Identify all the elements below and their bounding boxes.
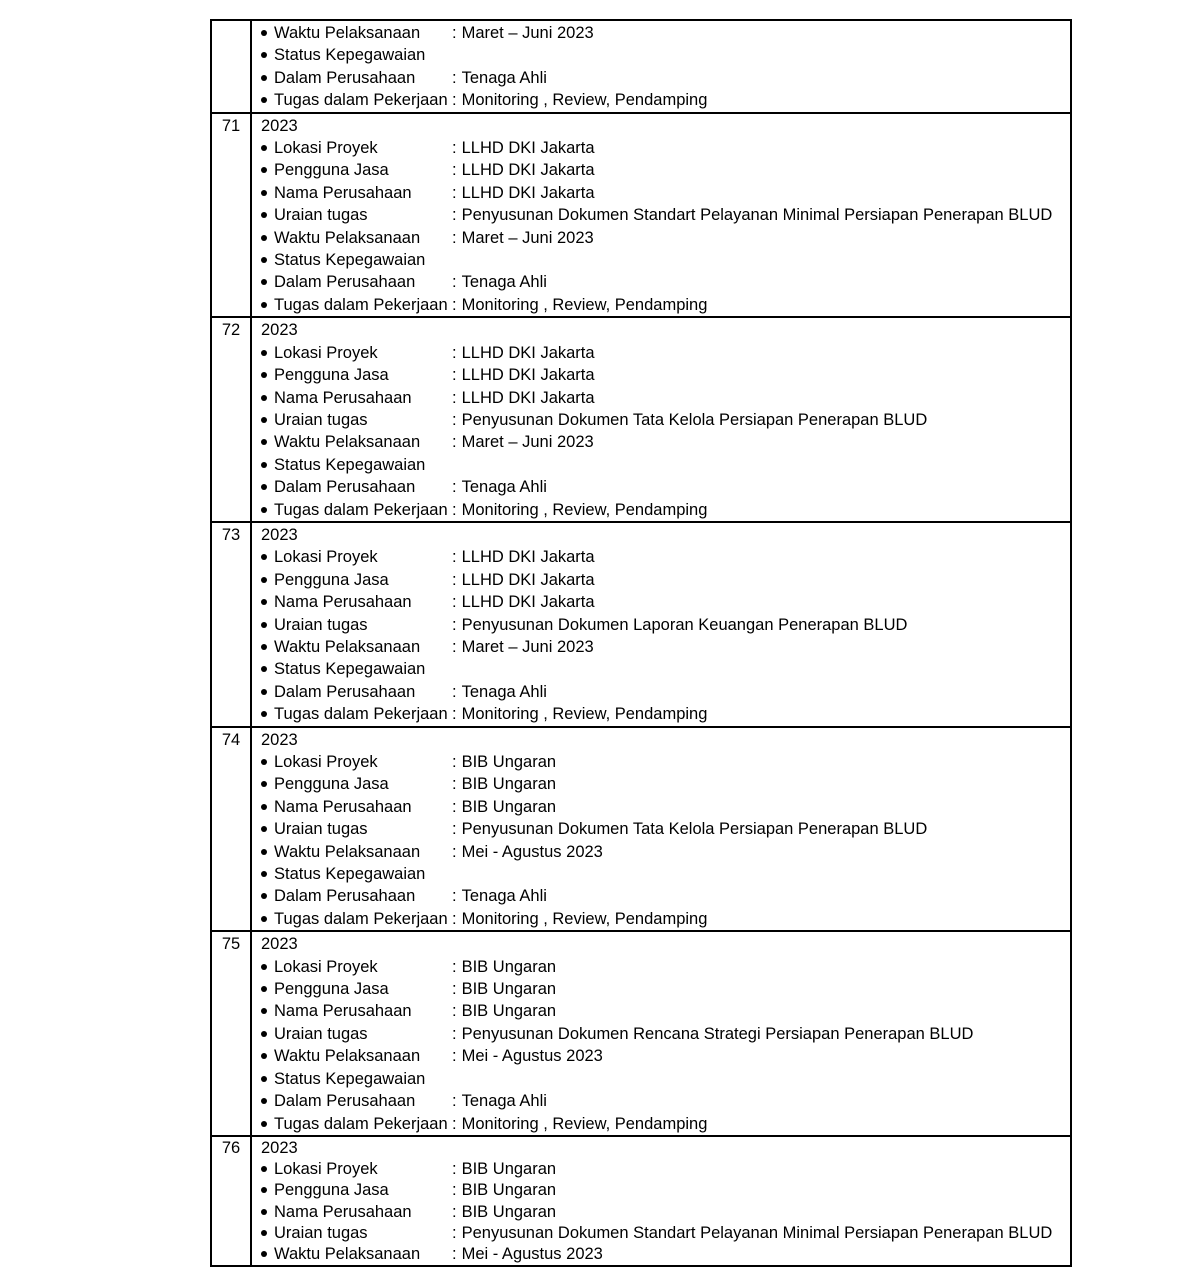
detail-value: Mei - Agustus 2023 [461,1244,603,1263]
detail-label: Waktu Pelaksanaan [274,1047,421,1066]
bullet-icon [261,97,267,103]
detail-value: BIB Ungaran [461,1160,557,1179]
colon-separator: : [452,24,457,42]
detail-line [261,614,1064,636]
bullet-icon [261,52,267,58]
bullet-icon [261,964,267,970]
bullet-icon [261,212,267,218]
detail-label: Tugas dalam Pekerjaan [274,1114,448,1133]
bullet-icon [261,893,267,899]
detail-value: LLHD DKI Jakarta [461,343,595,362]
detail-line [261,1023,1064,1045]
detail-line [261,249,1064,271]
detail-label: Waktu Pelaksanaan [274,433,421,452]
colon-separator: : [452,593,457,612]
detail-line [261,636,1064,658]
bullet-icon [261,577,267,583]
colon-separator: : [452,183,457,202]
detail-line [261,1068,1064,1090]
detail-line [261,22,1064,44]
detail-value: Maret – Juni 2023 [461,433,594,452]
colon-separator: : [452,478,457,497]
colon-separator: : [452,295,457,314]
bullet-icon [261,257,267,263]
detail-label: Tugas dalam Pekerjaan [274,500,448,519]
row-number: 71 [211,113,251,318]
row-content [251,1136,1071,1266]
year-label: 2023 [261,321,298,340]
detail-label: Waktu Pelaksanaan [274,24,421,42]
detail-label: Pengguna Jasa [274,775,389,794]
bullet-icon [261,350,267,356]
colon-separator: : [452,139,457,158]
detail-label: Dalam Perusahaan [274,682,416,701]
bullet-icon [261,916,267,922]
detail-line [261,703,1064,725]
row-number [211,20,251,113]
detail-line [261,1045,1064,1067]
colon-separator: : [452,775,457,794]
detail-label: Tugas dalam Pekerjaan [274,295,448,314]
detail-line [261,342,1064,364]
detail-line [261,773,1064,795]
detail-value: Penyusunan Dokumen Tata Kelola Persiapan Penerapan BLUD [461,820,928,839]
bullet-icon [261,1031,267,1037]
detail-label: Nama Perusahaan [274,797,412,816]
bullet-icon [261,145,267,151]
detail-label: Dalam Perusahaan [274,1092,416,1111]
detail-line [261,863,1064,885]
detail-line [261,1000,1064,1022]
detail-label: Status Kepegawaian [274,455,426,474]
bullet-icon [261,804,267,810]
colon-separator: : [452,343,457,362]
detail-label: Waktu Pelaksanaan [274,637,421,656]
colon-separator: : [452,842,457,861]
bullet-icon [261,75,267,81]
detail-label: Uraian tugas [274,615,368,634]
table-row [211,931,1071,1136]
detail-label: Lokasi Proyek [274,139,378,158]
detail-value: LLHD DKI Jakarta [461,570,595,589]
detail-line [261,182,1064,204]
detail-label: Lokasi Proyek [274,753,378,771]
row-content [251,113,1071,318]
detail-line [261,431,1064,453]
detail-label: Nama Perusahaan [274,183,412,202]
bullet-icon [261,372,267,378]
detail-line [261,227,1064,249]
colon-separator: : [452,615,457,634]
bullet-icon [261,1187,267,1193]
detail-value: BIB Ungaran [461,980,557,999]
bullet-icon [261,711,267,717]
detail-line [261,1090,1064,1112]
bullet-icon [261,1121,267,1127]
colon-separator: : [452,753,457,771]
bullet-icon [261,1098,267,1104]
detail-label: Lokasi Proyek [274,1160,378,1179]
detail-line [261,67,1064,89]
detail-value: BIB Ungaran [461,1002,557,1021]
table-row [211,1136,1071,1266]
detail-line [261,1159,1064,1180]
row-number: 72 [211,317,251,522]
detail-value: Tenaga Ahli [461,1092,547,1111]
detail-value: Monitoring , Review, Pendamping [461,91,708,110]
year-label: 2023 [261,935,298,954]
detail-label: Waktu Pelaksanaan [274,1244,421,1263]
detail-line [261,271,1064,293]
bullet-icon [261,484,267,490]
detail-label: Status Kepegawaian [274,1069,426,1088]
colon-separator: : [452,1244,457,1263]
bullet-icon [261,302,267,308]
bullet-icon [261,644,267,650]
detail-label: Status Kepegawaian [274,251,426,270]
detail-line [261,1180,1064,1201]
detail-line [261,885,1064,907]
colon-separator: : [452,909,457,928]
detail-label: Pengguna Jasa [274,366,389,385]
detail-value: LLHD DKI Jakarta [461,388,595,407]
detail-line [261,387,1064,409]
detail-value: Monitoring , Review, Pendamping [461,295,708,314]
detail-label: Tugas dalam Pekerjaan [274,705,448,724]
detail-value: Tenaga Ahli [461,682,547,701]
detail-line [261,1113,1064,1135]
detail-line [261,89,1064,111]
colon-separator: : [452,1114,457,1133]
bullet-icon [261,599,267,605]
detail-value: Tenaga Ahli [461,478,547,497]
table-row [211,317,1071,522]
detail-label: Pengguna Jasa [274,980,389,999]
detail-value: Maret – Juni 2023 [461,24,594,42]
bullet-icon [261,507,267,513]
detail-line [261,978,1064,1000]
detail-line [261,1202,1064,1223]
detail-line [261,681,1064,703]
row-content [251,522,1071,727]
detail-line [261,294,1064,316]
detail-value: Maret – Juni 2023 [461,637,594,656]
detail-line [261,796,1064,818]
bullet-icon [261,235,267,241]
bullet-icon [261,1251,267,1257]
detail-label: Waktu Pelaksanaan [274,842,421,861]
bullet-icon [261,1053,267,1059]
colon-separator: : [452,388,457,407]
bullet-icon [261,1076,267,1082]
detail-value: Mei - Agustus 2023 [461,842,603,861]
detail-line [261,569,1064,591]
detail-value: Tenaga Ahli [461,68,547,87]
detail-line [261,908,1064,930]
detail-line [261,454,1064,476]
colon-separator: : [452,548,457,567]
bullet-icon [261,462,267,468]
detail-line [261,591,1064,613]
colon-separator: : [452,366,457,385]
colon-separator: : [452,1047,457,1066]
detail-value: Monitoring , Review, Pendamping [461,1114,708,1133]
detail-value: Penyusunan Dokumen Rencana Strategi Persiapan Penerapan BLUD [461,1024,974,1043]
detail-line [261,409,1064,431]
year-label: 2023 [261,116,298,135]
colon-separator: : [452,91,457,110]
detail-line [261,1244,1064,1265]
colon-separator: : [452,410,457,429]
detail-line [261,204,1064,226]
bullet-icon [261,395,267,401]
experience-table [210,19,1072,1267]
detail-value: Monitoring , Review, Pendamping [461,909,708,928]
colon-separator: : [452,820,457,839]
detail-line [261,546,1064,568]
bullet-icon [261,1209,267,1215]
detail-value: BIB Ungaran [461,797,557,816]
detail-line [261,1223,1064,1244]
detail-value: BIB Ungaran [461,1181,557,1200]
detail-value: Mei - Agustus 2023 [461,1047,603,1066]
bullet-icon [261,190,267,196]
bullet-icon [261,417,267,423]
year-label: 2023 [261,1138,298,1157]
detail-label: Dalam Perusahaan [274,273,416,292]
bullet-icon [261,622,267,628]
bullet-icon [261,1230,267,1236]
detail-label: Waktu Pelaksanaan [274,228,421,247]
detail-value: Maret – Juni 2023 [461,228,594,247]
bullet-icon [261,759,267,765]
detail-line [261,818,1064,840]
experience-table-body [211,20,1071,1266]
detail-label: Pengguna Jasa [274,161,389,180]
detail-line [261,841,1064,863]
colon-separator: : [452,1181,457,1200]
colon-separator: : [452,637,457,656]
detail-label: Uraian tugas [274,1024,368,1043]
colon-separator: : [452,500,457,519]
detail-label: Status Kepegawaian [274,865,426,884]
detail-value: Monitoring , Review, Pendamping [461,705,708,724]
table-row [211,113,1071,318]
detail-value: Penyusunan Dokumen Standart Pelayanan Minimal Persiapan Penerapan BLUD [461,1223,1053,1242]
detail-label: Status Kepegawaian [274,660,426,679]
bullet-icon [261,781,267,787]
colon-separator: : [452,1202,457,1221]
detail-label: Lokasi Proyek [274,957,378,976]
colon-separator: : [452,705,457,724]
colon-separator: : [452,682,457,701]
bullet-icon [261,30,267,36]
year-label: 2023 [261,525,298,544]
detail-label: Dalam Perusahaan [274,478,416,497]
colon-separator: : [452,228,457,247]
detail-line [261,44,1064,66]
row-number: 74 [211,727,251,932]
detail-value: Penyusunan Dokumen Laporan Keuangan Penerapan BLUD [461,615,908,634]
row-content [251,317,1071,522]
colon-separator: : [452,1160,457,1179]
detail-line [261,476,1064,498]
bullet-icon [261,689,267,695]
colon-separator: : [452,433,457,452]
detail-label: Lokasi Proyek [274,343,378,362]
bullet-icon [261,1008,267,1014]
detail-value: BIB Ungaran [461,753,557,771]
bullet-icon [261,871,267,877]
colon-separator: : [452,1223,457,1242]
colon-separator: : [452,68,457,87]
detail-value: LLHD DKI Jakarta [461,139,595,158]
table-row [211,20,1071,113]
colon-separator: : [452,161,457,180]
detail-label: Nama Perusahaan [274,1002,412,1021]
colon-separator: : [452,1002,457,1021]
detail-label: Nama Perusahaan [274,1202,412,1221]
colon-separator: : [452,570,457,589]
detail-value: Tenaga Ahli [461,273,547,292]
detail-label: Lokasi Proyek [274,548,378,567]
row-number: 73 [211,522,251,727]
row-content [251,20,1071,113]
colon-separator: : [452,1092,457,1111]
bullet-icon [261,849,267,855]
detail-line [261,499,1064,521]
table-row [211,522,1071,727]
detail-value: BIB Ungaran [461,957,557,976]
detail-value: LLHD DKI Jakarta [461,161,595,180]
detail-label: Dalam Perusahaan [274,68,416,87]
year-label: 2023 [261,730,298,749]
detail-value: LLHD DKI Jakarta [461,366,595,385]
row-content [251,727,1071,932]
detail-line [261,658,1064,680]
bullet-icon [261,1166,267,1172]
colon-separator: : [452,1024,457,1043]
colon-separator: : [452,797,457,816]
detail-line [261,364,1064,386]
table-row [211,727,1071,932]
detail-value: Penyusunan Dokumen Standart Pelayanan Minimal Persiapan Penerapan BLUD [461,206,1053,225]
detail-line [261,751,1064,773]
colon-separator: : [452,887,457,906]
detail-label: Uraian tugas [274,206,368,225]
detail-value: LLHD DKI Jakarta [461,593,595,612]
detail-label: Dalam Perusahaan [274,887,416,906]
detail-label: Pengguna Jasa [274,570,389,589]
detail-value: BIB Ungaran [461,1202,557,1221]
detail-label: Uraian tugas [274,1223,368,1242]
bullet-icon [261,826,267,832]
detail-value: Penyusunan Dokumen Tata Kelola Persiapan Penerapan BLUD [461,410,928,429]
detail-label: Nama Perusahaan [274,388,412,407]
detail-label: Status Kepegawaian [274,46,426,65]
detail-label: Uraian tugas [274,820,368,839]
detail-label: Tugas dalam Pekerjaan [274,909,448,928]
bullet-icon [261,554,267,560]
colon-separator: : [452,957,457,976]
detail-label: Nama Perusahaan [274,593,412,612]
bullet-icon [261,439,267,445]
detail-label: Pengguna Jasa [274,1181,389,1200]
detail-line [261,159,1064,181]
row-content [251,931,1071,1136]
bullet-icon [261,279,267,285]
bullet-icon [261,167,267,173]
detail-label: Tugas dalam Pekerjaan [274,91,448,110]
detail-value: LLHD DKI Jakarta [461,548,595,567]
detail-label: Uraian tugas [274,410,368,429]
colon-separator: : [452,206,457,225]
row-number: 76 [211,1136,251,1266]
colon-separator: : [452,980,457,999]
detail-value: LLHD DKI Jakarta [461,183,595,202]
row-number: 75 [211,931,251,1136]
bullet-icon [261,986,267,992]
detail-value: Tenaga Ahli [461,887,547,906]
detail-value: Monitoring , Review, Pendamping [461,500,708,519]
colon-separator: : [452,273,457,292]
detail-line [261,956,1064,978]
detail-value: BIB Ungaran [461,775,557,794]
detail-line [261,137,1064,159]
bullet-icon [261,666,267,672]
